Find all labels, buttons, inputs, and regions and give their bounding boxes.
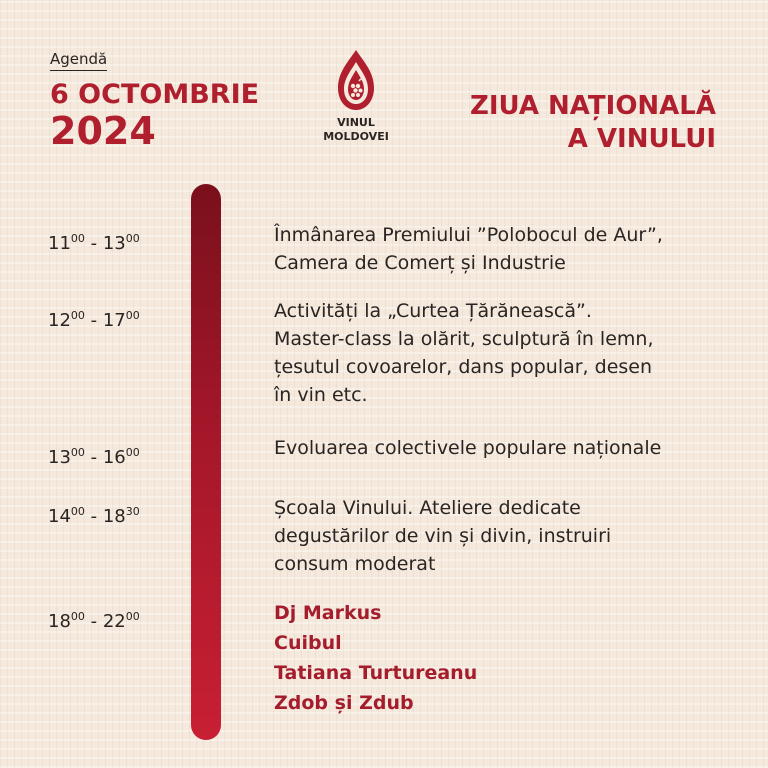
description-line: Master-class la olărit, sculptură în lemn, xyxy=(274,328,654,350)
end-minutes: 30 xyxy=(125,505,140,518)
time-separator: - xyxy=(84,310,103,331)
agenda-label: Agendă xyxy=(50,50,107,71)
description-line: țesutul covoarelor, dans popular, desen xyxy=(274,356,653,378)
time-range xyxy=(48,446,140,468)
year-heading: 2024 xyxy=(50,109,156,153)
time-separator: - xyxy=(84,611,103,632)
performers-list xyxy=(274,598,477,718)
end-hour: 22 xyxy=(102,611,126,632)
start-minutes: 00 xyxy=(70,610,85,623)
description-line: degustărilor de vin și divin, instruiri xyxy=(274,525,612,547)
end-minutes: 00 xyxy=(125,446,140,459)
start-minutes: 00 xyxy=(70,505,85,518)
event-title-line2: A VINULUI xyxy=(567,124,716,154)
start-minutes: 00 xyxy=(70,446,85,459)
description-line: Activități la „Curtea Țărănească”. xyxy=(274,300,592,322)
end-minutes: 00 xyxy=(125,309,140,322)
timeline-bar xyxy=(191,184,221,740)
time-range xyxy=(48,610,140,632)
start-hour: 18 xyxy=(48,611,71,632)
description-line: Evoluarea colectivele populare naționale xyxy=(274,437,662,459)
schedule-description xyxy=(274,494,611,578)
time-separator: - xyxy=(84,233,103,254)
description-line: în vin etc. xyxy=(274,384,368,406)
logo-text-line2: MOLDOVEI xyxy=(323,130,389,143)
schedule-description xyxy=(274,297,654,409)
description-line: Școala Vinului. Ateliere dedicate xyxy=(274,497,581,519)
description-line: consum moderat xyxy=(274,553,436,575)
schedule-description xyxy=(274,434,661,462)
performer-name: Zdob și Zdub xyxy=(274,692,414,714)
logo xyxy=(316,48,396,144)
logo-text-line1: VINUL xyxy=(337,116,375,129)
time-range xyxy=(48,232,140,254)
event-title xyxy=(470,90,716,156)
end-hour: 18 xyxy=(102,506,126,527)
description-line: Camera de Comerț și Industrie xyxy=(274,252,566,274)
wine-drop-grapes-icon xyxy=(332,48,380,114)
end-hour: 17 xyxy=(102,310,126,331)
start-hour: 12 xyxy=(48,310,71,331)
end-hour: 16 xyxy=(102,447,126,468)
performer-name: Cuibul xyxy=(274,632,342,654)
event-title-line1: ZIUA NAȚIONALĂ xyxy=(470,91,716,121)
start-hour: 14 xyxy=(48,506,71,527)
time-range xyxy=(48,505,140,527)
schedule-description xyxy=(274,221,663,277)
date-heading: 6 OCTOMBRIE xyxy=(50,79,260,110)
start-minutes: 00 xyxy=(70,232,85,245)
start-minutes: 00 xyxy=(70,309,85,322)
start-hour: 11 xyxy=(48,233,71,254)
time-separator: - xyxy=(84,447,103,468)
description-line: Înmânarea Premiului ”Polobocul de Aur”, xyxy=(274,224,663,246)
end-minutes: 00 xyxy=(125,610,140,623)
start-hour: 13 xyxy=(48,447,71,468)
end-minutes: 00 xyxy=(125,232,140,245)
time-range xyxy=(48,309,140,331)
performer-name: Dj Markus xyxy=(274,602,382,624)
performer-name: Tatiana Turtureanu xyxy=(274,662,478,684)
end-hour: 13 xyxy=(102,233,126,254)
time-separator: - xyxy=(84,506,103,527)
